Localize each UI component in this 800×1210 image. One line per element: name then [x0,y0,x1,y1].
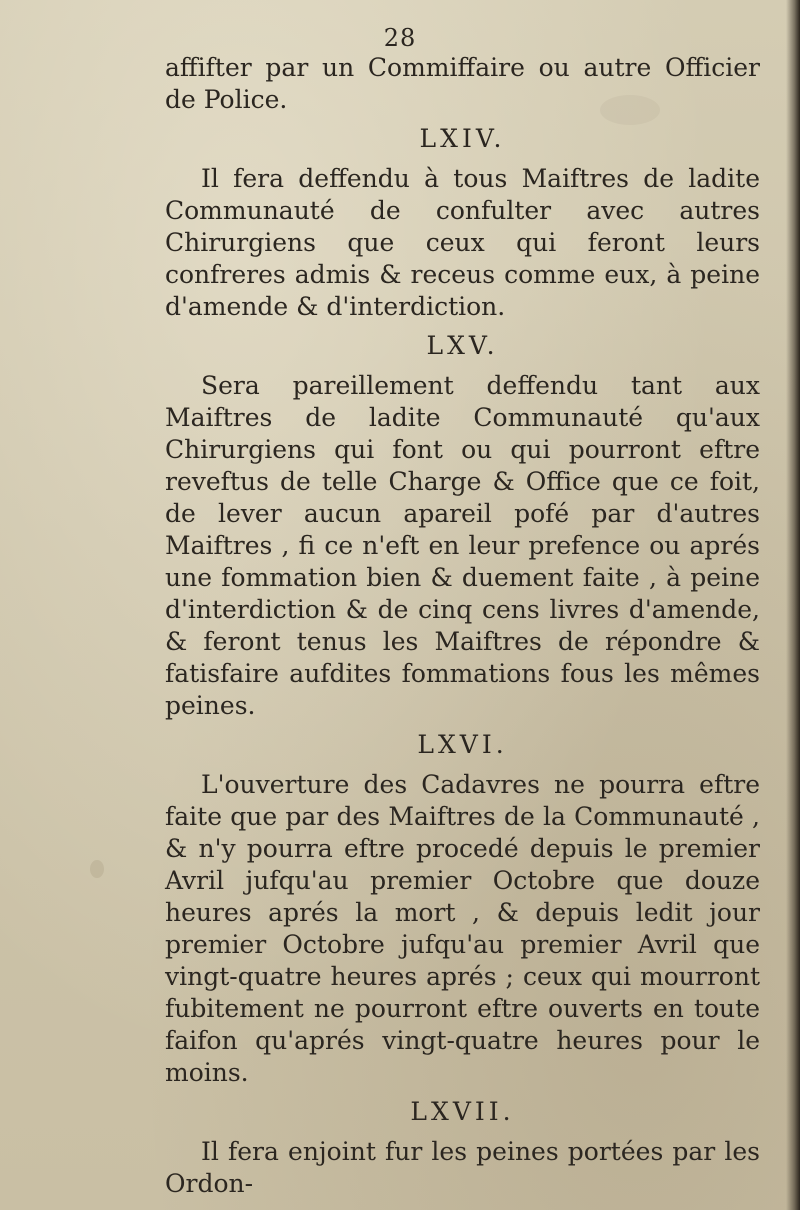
text-block [165,52,760,1200]
article-heading: LXVII. [410,1097,515,1126]
page-number: 28 [383,24,417,52]
article-heading: LXVI. [417,730,508,759]
article-paragraph: Sera pareillement deffendu tant aux Maiftres de ladite Communauté qu'aux Chirurgiens qui font ou qui pourront eftre reveftus de telle Charge & Office que ce foit, de lever aucun apareil pofé par d'autres Maiftres , fi ce n'eft en leur prefence ou aprés une fommation bien & duement faite , à peine d'interdiction & de cinq cens livres d'amende, & feront tenus les Maiftres de répondre & fatisfaire aufdites fommations fous les mêmes peines. [165,371,760,720]
article-heading: LXIV. [419,124,506,153]
paper-stain [90,860,104,878]
article-heading: LXV. [426,331,499,360]
page-edge-shadow [786,0,800,1210]
article-paragraph: Il fera enjoint fur les peines portées par les Ordon- [165,1137,760,1198]
opening-paragraph: affifter par un Commiffaire ou autre Officier de Police. [165,53,760,114]
article-paragraph: Il fera deffendu à tous Maiftres de ladite Communauté de confulter avec autres Chirurgiens que ceux qui feront leurs confreres admis & receus comme eux, à peine d'amende & d'interdiction. [165,164,760,321]
article-paragraph: L'ouverture des Cadavres ne pourra eftre faite que par des Maiftres de la Communauté , & n'y pourra eftre procedé depuis le premier Avril jufqu'au premier Octobre que douze heures aprés la mort , & depuis ledit jour premier Octobre jufqu'au premier Avril que vingt-quatre heures aprés ; ceux qui mourront fubitement ne pourront eftre ouverts en toute faifon qu'aprés vingt-quatre heures pour le moins. [165,770,760,1087]
